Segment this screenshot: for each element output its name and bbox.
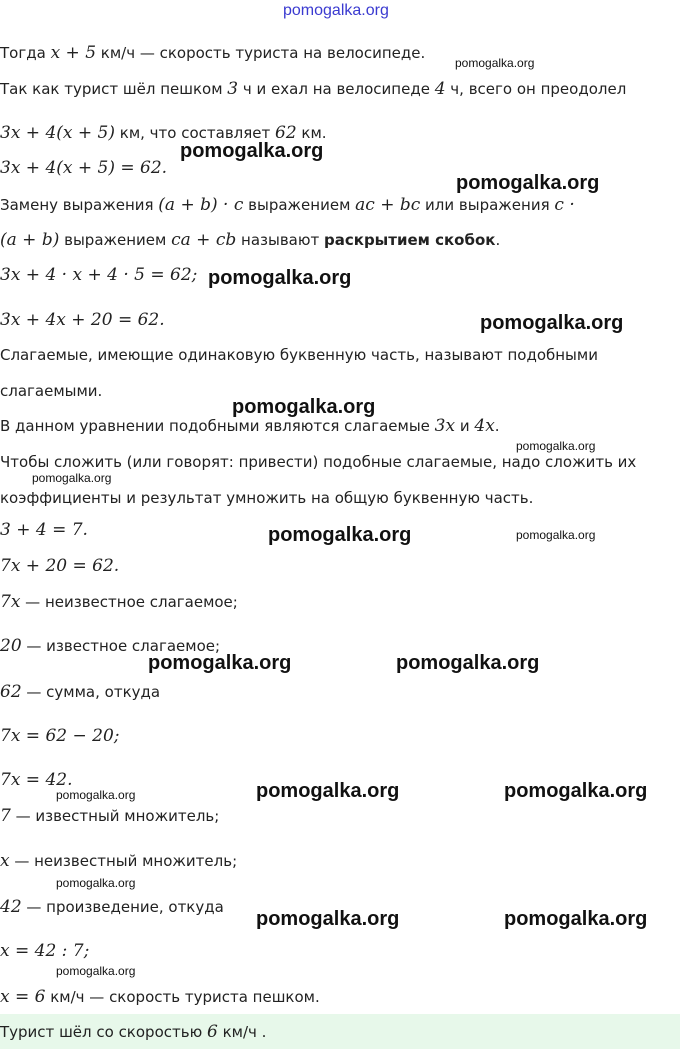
text-line-10 xyxy=(0,381,102,401)
text-line-16 xyxy=(0,592,238,612)
watermark-top: pomogalka.org xyxy=(283,2,389,19)
equation-line-15 xyxy=(0,556,119,576)
equation-line-8 xyxy=(0,310,165,330)
text: Турист шёл со скоростью xyxy=(0,1023,207,1041)
watermark: pomogalka.org xyxy=(516,528,596,542)
watermark: pomogalka.org xyxy=(256,908,400,930)
text-line-22 xyxy=(0,851,237,871)
watermark: pomogalka.org xyxy=(480,312,624,334)
equation-line-19 xyxy=(0,726,120,746)
text-line-25 xyxy=(0,987,320,1007)
text: слагаемыми. xyxy=(0,382,103,400)
watermark: pomogalka.org xyxy=(148,652,292,674)
watermark: pomogalka.org xyxy=(268,524,412,546)
text-line-18 xyxy=(0,682,160,702)
text-line-6 xyxy=(0,230,500,250)
text: или выражения xyxy=(420,196,555,214)
text: называют xyxy=(236,231,325,249)
text: — известный множитель; xyxy=(10,807,220,825)
math: 6 xyxy=(206,1022,218,1042)
text: км/ч . xyxy=(217,1023,267,1041)
math: c · xyxy=(554,195,575,215)
text: ч, всего он преодолел xyxy=(445,80,627,98)
equation-line-20 xyxy=(0,770,73,790)
watermark: pomogalka.org xyxy=(180,140,324,162)
watermark: pomogalka.org xyxy=(455,56,535,70)
math: 7x = 62 − 20; xyxy=(0,726,120,746)
text-line-2 xyxy=(0,79,626,99)
text: км/ч — скорость туриста на велосипеде. xyxy=(96,44,426,62)
answer-box xyxy=(0,1014,680,1049)
math: 20 xyxy=(0,636,22,656)
text: В данном уравнении подобными являются слагаемые xyxy=(0,417,435,435)
text: выражением xyxy=(59,231,172,249)
answer-text xyxy=(0,1022,266,1042)
math: 7x + 20 = 62. xyxy=(0,556,120,576)
text: — сумма, откуда xyxy=(21,683,161,701)
watermark: pomogalka.org xyxy=(32,471,112,485)
text: Слагаемые, имеющие одинаковую буквенную часть, называют подобными xyxy=(0,346,598,364)
text-line-21 xyxy=(0,806,219,826)
text: Замену выражения xyxy=(0,196,159,214)
math: x + 5 xyxy=(50,43,97,63)
equation-line-4 xyxy=(0,158,167,178)
watermark: pomogalka.org xyxy=(208,267,352,289)
math: 3 + 4 = 7. xyxy=(0,520,88,540)
math: (a + b) · c xyxy=(158,195,244,215)
math: 3x + 4x + 20 = 62. xyxy=(0,310,165,330)
math: 3x + 4(x + 5) xyxy=(0,123,115,143)
math: 3x + 4(x + 5) = 62. xyxy=(0,158,168,178)
watermark: pomogalka.org xyxy=(56,788,136,802)
watermark: pomogalka.org xyxy=(516,439,596,453)
math: 4 xyxy=(434,79,446,99)
text: . xyxy=(495,231,501,249)
math: 3x xyxy=(434,416,456,436)
text: . xyxy=(494,417,500,435)
math: 3 xyxy=(227,79,239,99)
text-line-1 xyxy=(0,43,425,63)
equation-line-14 xyxy=(0,520,88,540)
watermark: pomogalka.org xyxy=(456,172,600,194)
text: — неизвестное слагаемое; xyxy=(20,593,238,611)
text: ч и ехал на велосипеде xyxy=(238,80,435,98)
math: ca + cb xyxy=(171,230,237,250)
math: x = 42 : 7; xyxy=(0,941,90,961)
watermark: pomogalka.org xyxy=(256,780,400,802)
text-line-11 xyxy=(0,416,500,436)
text-line-13 xyxy=(0,488,533,508)
text-line-9 xyxy=(0,345,598,365)
math: 42 xyxy=(0,897,22,917)
bold-term: раскрытием скобок xyxy=(324,231,496,249)
math: ac + bc xyxy=(355,195,421,215)
text: — произведение, откуда xyxy=(21,898,224,916)
text-line-5 xyxy=(0,195,575,215)
text: выражением xyxy=(243,196,356,214)
math: 62 xyxy=(275,123,297,143)
text: Так как турист шёл пешком xyxy=(0,80,228,98)
text: коэффициенты и результат умножить на общую буквенную часть. xyxy=(0,489,534,507)
text-line-23 xyxy=(0,897,224,917)
math: x xyxy=(0,851,10,871)
math: 7 xyxy=(0,806,11,826)
text: — неизвестный множитель; xyxy=(9,852,238,870)
watermark: pomogalka.org xyxy=(504,908,648,930)
watermark: pomogalka.org xyxy=(56,964,136,978)
math: 3x + 4 · x + 4 · 5 = 62; xyxy=(0,265,198,285)
math: 4x xyxy=(474,416,495,436)
math: (a + b) xyxy=(0,230,60,250)
text: и xyxy=(455,417,475,435)
text-line-12 xyxy=(0,452,636,472)
watermark: pomogalka.org xyxy=(232,396,376,418)
text: — известное слагаемое; xyxy=(21,637,221,655)
watermark: pomogalka.org xyxy=(396,652,540,674)
math: 7x xyxy=(0,592,21,612)
equation-line-24 xyxy=(0,941,89,961)
text: км, что составляет xyxy=(115,124,276,142)
equation-line-7 xyxy=(0,265,197,285)
watermark: pomogalka.org xyxy=(504,780,648,802)
math: 7x = 42. xyxy=(0,770,73,790)
text: Чтобы сложить (или говорят: привести) подобные слагаемые, надо сложить их xyxy=(0,453,637,471)
text: км/ч — скорость туриста пешком. xyxy=(45,988,320,1006)
watermark: pomogalka.org xyxy=(56,876,136,890)
text: км. xyxy=(296,124,327,142)
text: Тогда xyxy=(0,44,51,62)
math: x = 6 xyxy=(0,987,46,1007)
math: 62 xyxy=(0,682,22,702)
